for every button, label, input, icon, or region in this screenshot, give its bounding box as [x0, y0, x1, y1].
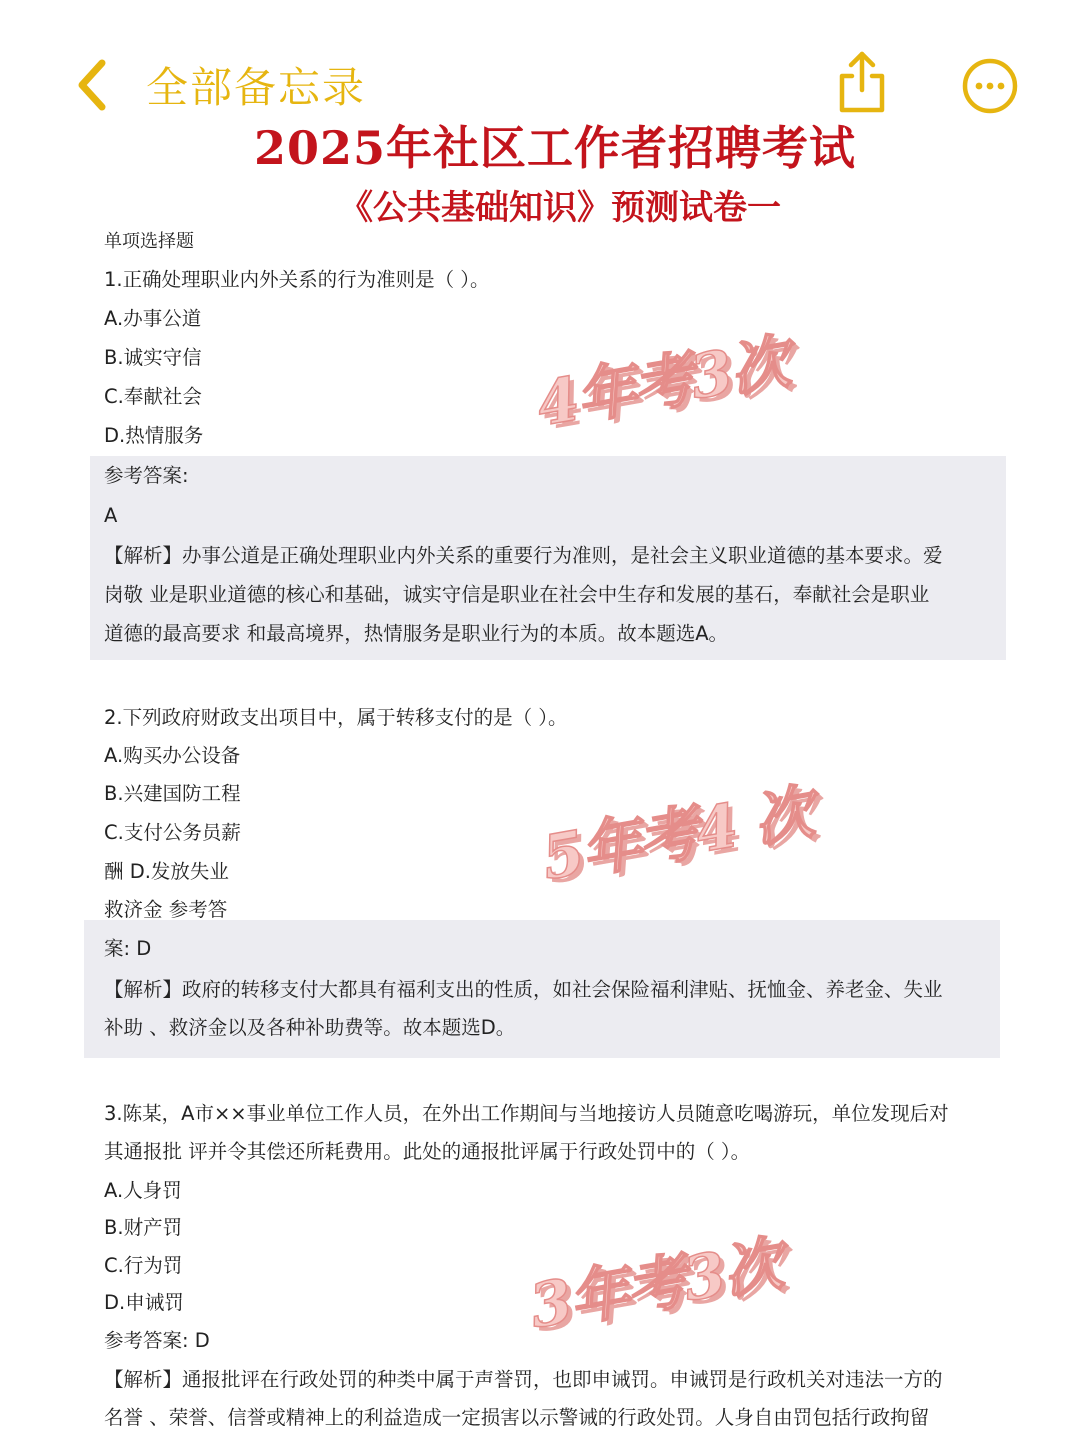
question-2-option-e: 救济金 参考答: [104, 898, 228, 921]
question-1-option-b: B.诚实守信: [104, 346, 202, 369]
question-2-option-d: 酬 D.发放失业: [104, 860, 229, 883]
more-button[interactable]: [960, 56, 1020, 116]
back-label: 全部备忘录: [146, 63, 367, 112]
more-icon: [960, 56, 1020, 116]
question-1-analysis-line-3: 道德的最高要求 和最高境界，热情服务是职业行为的本质。故本题选A。: [104, 622, 729, 645]
share-button[interactable]: [832, 50, 892, 114]
back-button[interactable]: [72, 54, 366, 116]
share-icon: [832, 50, 892, 114]
question-3-option-c: C.行为罚: [104, 1254, 183, 1277]
frequency-stamp-3: 3年考3次: [524, 1229, 787, 1343]
section-label: 单项选择题: [104, 231, 194, 252]
question-1-stem: 1.正确处理职业内外关系的行为准则是（ ）。: [104, 268, 490, 291]
question-2-analysis-line-1: 【解析】政府的转移支付大都具有福利支出的性质，如社会保险福利津贴、抚恤金、养老金、失业: [104, 978, 943, 1001]
question-3-option-a: A.人身罚: [104, 1179, 182, 1202]
frequency-stamp-1: 4年考3次: [531, 327, 794, 441]
question-1-answer: A: [104, 504, 118, 527]
question-3-stem-line-2: 其通报批 评并令其偿还所耗费用。此处的通报批评属于行政处罚中的（ ）。: [104, 1140, 751, 1163]
question-3-stem-line-1: 3.陈某，A市××事业单位工作人员，在外出工作期间与当地接访人员随意吃喝游玩，单位发现后对: [104, 1102, 949, 1125]
question-2-stem: 2.下列政府财政支出项目中，属于转移支付的是（ ）。: [104, 706, 568, 729]
question-3-analysis-line-2: 名誉 、荣誉、信誉或精神上的利益造成一定损害以示警诫的行政处罚。人身自由罚包括行政拘留: [104, 1406, 930, 1429]
question-1-answer-label: 参考答案:: [104, 464, 189, 487]
question-2-answer: 案: D: [104, 937, 152, 960]
question-1-analysis-line-1: 【解析】办事公道是正确处理职业内外关系的重要行为准则，是社会主义职业道德的基本要求。爱: [104, 544, 943, 567]
frequency-stamp-2: 5年考4 次: [536, 777, 818, 895]
chevron-left-icon: [72, 57, 116, 113]
question-2-option-c: C.支付公务员薪: [104, 821, 241, 844]
question-1-analysis-line-2: 岗敬 业是职业道德的核心和基础，诚实守信是职业在社会中生存和发展的基石，奉献社会是职业: [104, 583, 930, 606]
question-2-analysis-line-2: 补助 、救济金以及各种补助费等。故本题选D。: [104, 1016, 516, 1039]
question-2-option-a: A.购买办公设备: [104, 744, 241, 767]
question-3-option-d: D.申诫罚: [104, 1291, 184, 1314]
question-1-option-a: A.办事公道: [104, 307, 202, 330]
question-3-analysis-line-1: 【解析】通报批评在行政处罚的种类中属于声誉罚，也即申诫罚。申诫罚是行政机关对违法一方的: [104, 1368, 943, 1391]
question-1-option-d: D.热情服务: [104, 424, 204, 447]
question-1-option-c: C.奉献社会: [104, 385, 202, 408]
document-title: 2025年社区工作者招聘考试: [253, 121, 857, 175]
question-3-option-b: B.财产罚: [104, 1216, 183, 1239]
document-subtitle: 《公共基础知识》预测试卷一: [339, 188, 781, 228]
question-3-answer: 参考答案: D: [104, 1329, 210, 1352]
question-2-option-b: B.兴建国防工程: [104, 782, 241, 805]
